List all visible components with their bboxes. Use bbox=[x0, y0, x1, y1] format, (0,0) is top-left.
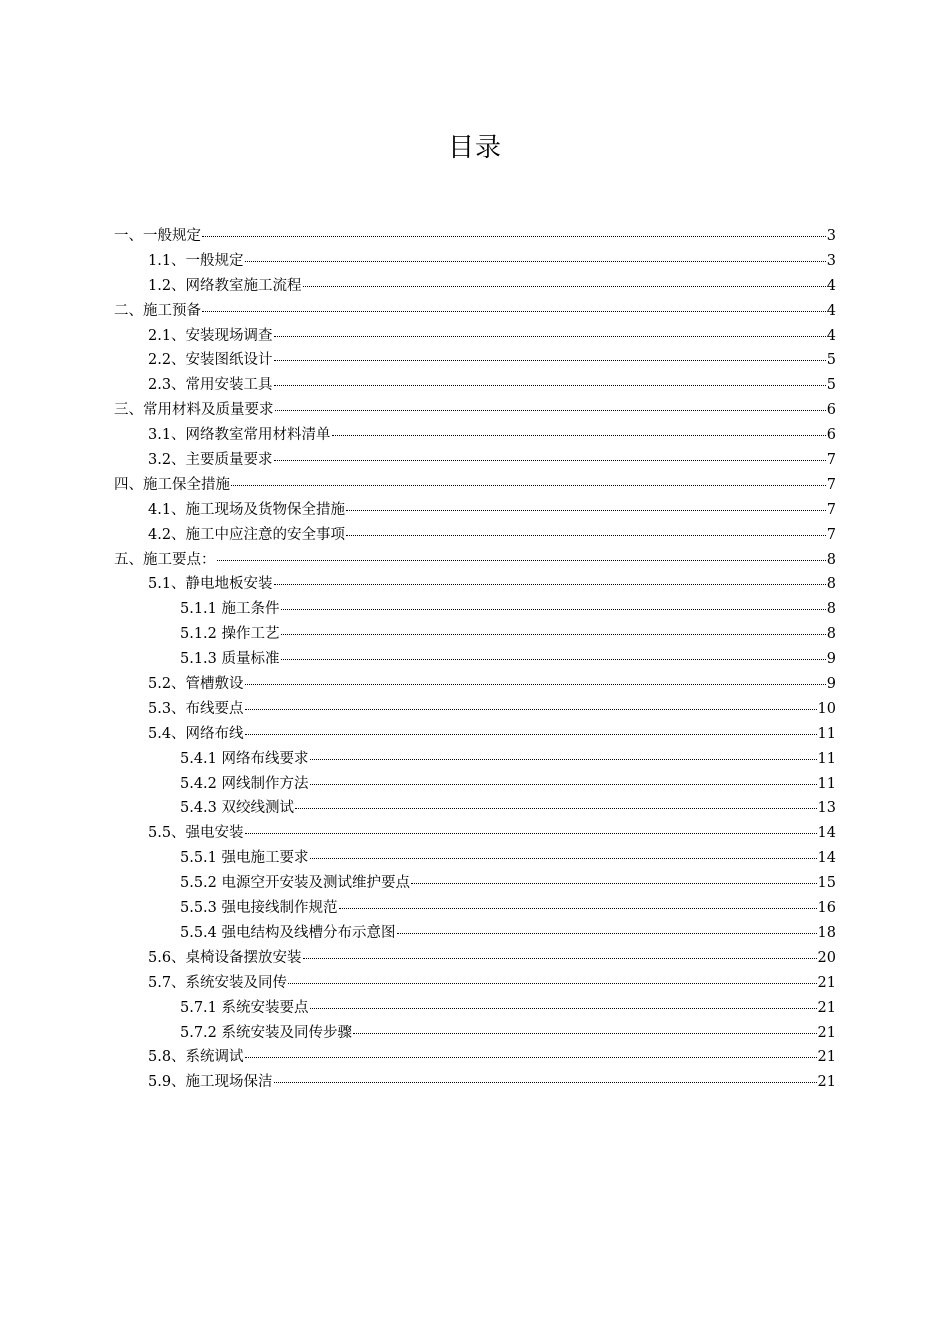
toc-dot-leader bbox=[245, 734, 817, 735]
toc-entry-label: 2.1、安装现场调查 bbox=[148, 327, 273, 344]
toc-entry[interactable] bbox=[114, 523, 836, 548]
toc-entry-page-number: 21 bbox=[817, 974, 836, 991]
toc-entry[interactable] bbox=[114, 324, 836, 349]
toc-entry-page-number: 3 bbox=[826, 252, 836, 269]
toc-entry-label: 5.5、强电安装 bbox=[148, 825, 244, 842]
toc-entry-label: 5.8、系统调试 bbox=[148, 1049, 244, 1066]
toc-dot-leader bbox=[281, 634, 826, 635]
toc-dot-leader bbox=[288, 983, 816, 984]
toc-entry-page-number: 20 bbox=[817, 949, 836, 966]
toc-entry-page-number: 7 bbox=[826, 452, 836, 469]
toc-entry-label: 3.2、主要质量要求 bbox=[148, 452, 273, 469]
toc-entry-page-number: 21 bbox=[817, 1074, 836, 1091]
toc-entry-page-number: 7 bbox=[826, 526, 836, 543]
toc-entry-page-number: 9 bbox=[826, 651, 836, 668]
toc-dot-leader bbox=[346, 510, 826, 511]
toc-entry[interactable] bbox=[114, 796, 836, 821]
toc-entry[interactable] bbox=[114, 274, 836, 299]
toc-entry-label: 5.5.4 强电结构及线槽分布示意图 bbox=[180, 924, 396, 941]
toc-dot-leader bbox=[310, 759, 817, 760]
toc-dot-leader bbox=[274, 385, 826, 386]
table-of-contents bbox=[114, 224, 836, 1095]
toc-dot-leader bbox=[245, 833, 817, 834]
toc-entry[interactable] bbox=[114, 473, 836, 498]
toc-entry-label: 5.1.1 施工条件 bbox=[180, 601, 280, 618]
toc-entry[interactable] bbox=[114, 846, 836, 871]
toc-entry-page-number: 8 bbox=[826, 551, 836, 568]
toc-entry[interactable] bbox=[114, 1021, 836, 1046]
toc-entry-label: 2.2、安装图纸设计 bbox=[148, 352, 273, 369]
toc-dot-leader bbox=[202, 236, 826, 237]
toc-dot-leader bbox=[295, 808, 817, 809]
toc-entry[interactable] bbox=[114, 647, 836, 672]
toc-entry[interactable] bbox=[114, 622, 836, 647]
toc-dot-leader bbox=[310, 784, 817, 785]
toc-entry-page-number: 21 bbox=[817, 999, 836, 1016]
toc-dot-leader bbox=[217, 560, 826, 561]
toc-entry-label: 5.5.1 强电施工要求 bbox=[180, 850, 309, 867]
toc-entry-page-number: 14 bbox=[817, 825, 836, 842]
toc-entry-label: 5.9、施工现场保洁 bbox=[148, 1074, 273, 1091]
toc-entry[interactable] bbox=[114, 871, 836, 896]
toc-entry-label: 5.4.2 网线制作方法 bbox=[180, 775, 309, 792]
toc-entry-label: 三、常用材料及质量要求 bbox=[114, 402, 274, 419]
toc-entry-label: 二、施工预备 bbox=[114, 302, 201, 319]
toc-entry[interactable] bbox=[114, 224, 836, 249]
toc-entry-page-number: 3 bbox=[826, 228, 836, 244]
toc-dot-leader bbox=[346, 535, 826, 536]
toc-entry-page-number: 8 bbox=[826, 626, 836, 643]
toc-entry-page-number: 14 bbox=[817, 850, 836, 867]
toc-entry[interactable] bbox=[114, 398, 836, 423]
toc-entry-label: 4.1、施工现场及货物保全措施 bbox=[148, 501, 346, 518]
toc-dot-leader bbox=[339, 908, 817, 909]
toc-entry-page-number: 21 bbox=[817, 1024, 836, 1041]
toc-dot-leader bbox=[245, 709, 817, 710]
toc-entry[interactable] bbox=[114, 572, 836, 597]
toc-entry-page-number: 21 bbox=[817, 1049, 836, 1066]
toc-entry-label: 5.2、管槽敷设 bbox=[148, 676, 244, 693]
toc-dot-leader bbox=[281, 609, 826, 610]
toc-entry[interactable] bbox=[114, 1070, 836, 1095]
toc-entry[interactable] bbox=[114, 299, 836, 324]
toc-entry-page-number: 16 bbox=[817, 900, 836, 917]
toc-dot-leader bbox=[303, 286, 826, 287]
toc-entry-label: 5.5.3 强电接线制作规范 bbox=[180, 900, 338, 917]
toc-entry-page-number: 6 bbox=[826, 427, 836, 444]
toc-entry[interactable] bbox=[114, 747, 836, 772]
toc-dot-leader bbox=[245, 261, 826, 262]
toc-dot-leader bbox=[281, 659, 826, 660]
toc-dot-leader bbox=[274, 336, 826, 337]
toc-entry-page-number: 18 bbox=[817, 924, 836, 941]
toc-entry-label: 5.7.2 系统安装及同传步骤 bbox=[180, 1024, 353, 1041]
toc-entry-label: 四、施工保全措施 bbox=[114, 476, 230, 493]
toc-dot-leader bbox=[231, 485, 826, 486]
toc-dot-leader bbox=[353, 1033, 817, 1034]
toc-dot-leader bbox=[411, 883, 817, 884]
toc-entry[interactable] bbox=[114, 821, 836, 846]
toc-entry-page-number: 11 bbox=[817, 725, 836, 742]
toc-entry[interactable] bbox=[114, 1045, 836, 1070]
toc-entry-page-number: 8 bbox=[826, 601, 836, 618]
toc-entry[interactable] bbox=[114, 373, 836, 398]
toc-entry[interactable] bbox=[114, 971, 836, 996]
toc-entry-label: 3.1、网络教室常用材料清单 bbox=[148, 427, 331, 444]
toc-entry-page-number: 6 bbox=[826, 402, 836, 419]
toc-entry[interactable] bbox=[114, 772, 836, 797]
toc-entry-label: 2.3、常用安装工具 bbox=[148, 377, 273, 394]
toc-entry[interactable] bbox=[114, 597, 836, 622]
toc-entry[interactable] bbox=[114, 672, 836, 697]
toc-entry-page-number: 7 bbox=[826, 501, 836, 518]
toc-entry[interactable] bbox=[114, 498, 836, 523]
toc-dot-leader bbox=[332, 435, 826, 436]
toc-entry[interactable] bbox=[114, 697, 836, 722]
toc-entry[interactable] bbox=[114, 722, 836, 747]
toc-entry[interactable] bbox=[114, 348, 836, 373]
toc-dot-leader bbox=[310, 1008, 817, 1009]
toc-entry-label: 5.7.1 系统安装要点 bbox=[180, 999, 309, 1016]
toc-entry-label: 5.7、系统安装及同传 bbox=[148, 974, 288, 991]
toc-entry[interactable] bbox=[114, 249, 836, 274]
toc-entry-page-number: 7 bbox=[826, 476, 836, 493]
toc-entry-label: 五、施工要点： bbox=[114, 551, 216, 568]
toc-entry[interactable] bbox=[114, 548, 836, 573]
toc-dot-leader bbox=[397, 933, 817, 934]
toc-entry-page-number: 10 bbox=[817, 700, 836, 717]
toc-entry-label: 1.1、一般规定 bbox=[148, 252, 244, 269]
toc-entry-label: 1.2、网络教室施工流程 bbox=[148, 277, 302, 294]
toc-entry-page-number: 9 bbox=[826, 676, 836, 693]
toc-entry-page-number: 11 bbox=[817, 750, 836, 767]
toc-dot-leader bbox=[274, 360, 826, 361]
toc-entry-page-number: 4 bbox=[826, 327, 836, 344]
toc-entry-page-number: 4 bbox=[826, 277, 836, 294]
toc-entry[interactable] bbox=[114, 448, 836, 473]
page-title: 目录 bbox=[447, 133, 502, 163]
toc-dot-leader bbox=[275, 410, 826, 411]
toc-entry-page-number: 8 bbox=[826, 576, 836, 593]
toc-entry[interactable] bbox=[114, 946, 836, 971]
toc-entry-label: 5.4.3 双绞线测试 bbox=[180, 800, 295, 817]
toc-entry-label: 5.4、网络布线 bbox=[148, 725, 244, 742]
toc-entry-label: 5.5.2 电源空开安装及测试维护要点 bbox=[180, 875, 411, 892]
toc-entry-page-number: 15 bbox=[817, 875, 836, 892]
toc-entry-label: 5.1、静电地板安装 bbox=[148, 576, 273, 593]
toc-entry[interactable] bbox=[114, 423, 836, 448]
toc-entry-page-number: 5 bbox=[826, 352, 836, 369]
toc-entry[interactable] bbox=[114, 921, 836, 946]
toc-dot-leader bbox=[274, 584, 826, 585]
toc-entry-label: 5.1.2 操作工艺 bbox=[180, 626, 280, 643]
toc-dot-leader bbox=[310, 858, 817, 859]
toc-entry-label: 4.2、施工中应注意的安全事项 bbox=[148, 526, 346, 543]
toc-entry-label: 5.3、布线要点 bbox=[148, 700, 244, 717]
toc-entry[interactable] bbox=[114, 896, 836, 921]
toc-entry-page-number: 4 bbox=[826, 302, 836, 319]
toc-entry[interactable] bbox=[114, 996, 836, 1021]
toc-dot-leader bbox=[274, 460, 826, 461]
toc-dot-leader bbox=[274, 1082, 817, 1083]
toc-entry-page-number: 13 bbox=[817, 800, 836, 817]
toc-dot-leader bbox=[303, 958, 817, 959]
toc-entry-page-number: 11 bbox=[817, 775, 836, 792]
toc-dot-leader bbox=[245, 684, 826, 685]
toc-entry-page-number: 5 bbox=[826, 377, 836, 394]
toc-dot-leader bbox=[245, 1057, 817, 1058]
toc-entry-label: 一、一般规定 bbox=[114, 228, 201, 244]
toc-entry-label: 5.4.1 网络布线要求 bbox=[180, 750, 309, 767]
toc-entry-label: 5.1.3 质量标准 bbox=[180, 651, 280, 668]
toc-entry-label: 5.6、桌椅设备摆放安装 bbox=[148, 949, 302, 966]
toc-dot-leader bbox=[202, 311, 826, 312]
